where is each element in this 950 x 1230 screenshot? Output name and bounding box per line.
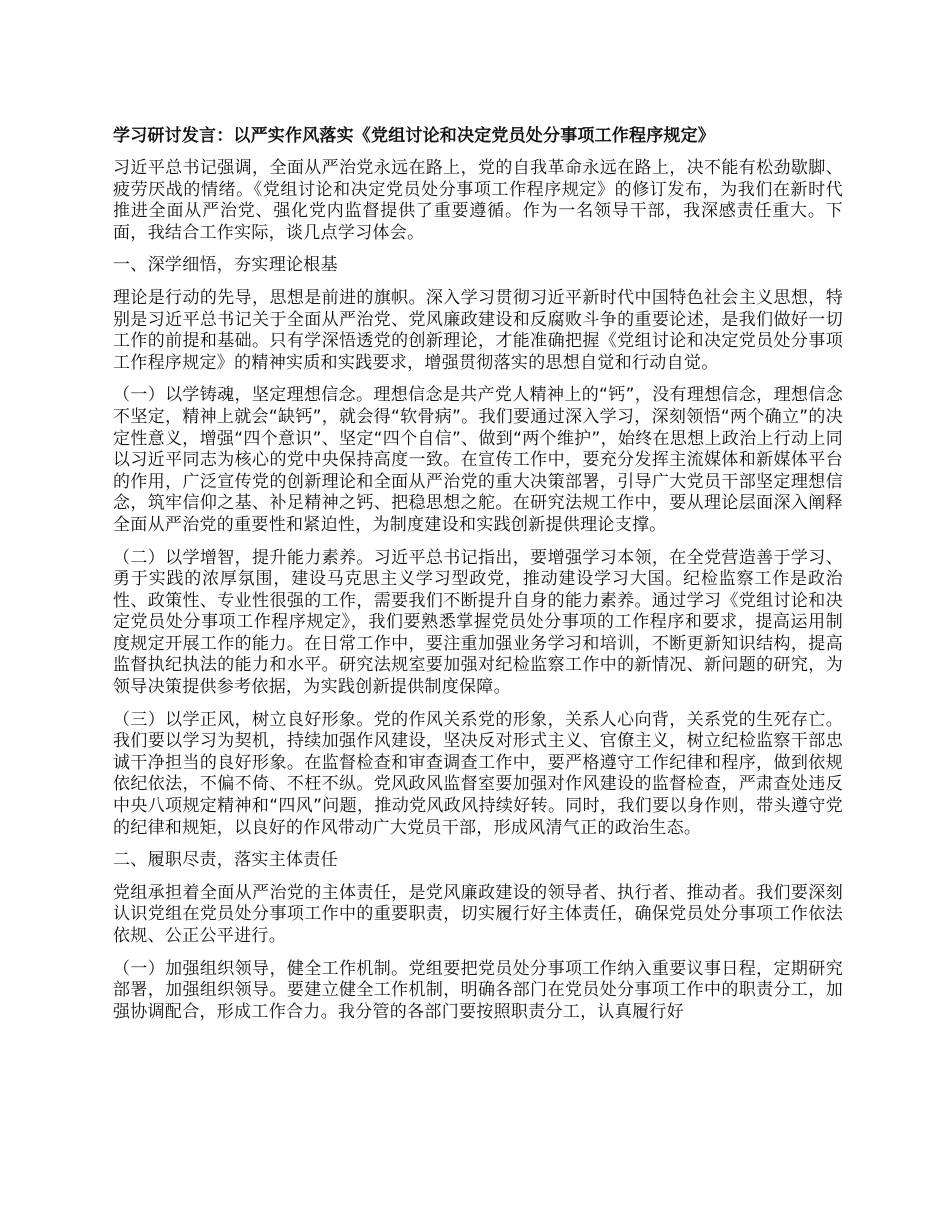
section-1-point-1-paragraph: （一）以学铸魂，坚定理想信念。理想信念是共产党人精神上的“钙”，没有理想信念，理想信念不坚定，精神上就会“缺钙”，就会得“软骨病”。我们要通过深入学习，深刻领悟“两个确立”的决定性意义，增强“四个意识”、坚定“四个自信”、做到“两个维护”，始终在思想上政治上行动上同以习近平同志为核心的党中央保持高度一致。在宣传工作中，要充分发挥主流媒体和新媒体平台的作用，广泛宣传党的创新理论和全面从严治党的重大决策部署，引导广大党员干部坚定理想信念，筑牢信仰之基、补足精神之钙、把稳思想之舵。在研究法规工作中，要从理论层面深入阐释全面从严治党的重要性和紧迫性，为制度建设和实践创新提供理论支撑。 xyxy=(113,385,843,535)
section-1-point-3-paragraph: （三）以学正风，树立良好形象。党的作风关系党的形象，关系人心向背，关系党的生死存亡。我们要以学习为契机，持续加强作风建设，坚决反对形式主义、官僚主义，树立纪检监察干部忠诚干净担当的良好形象。在监督检查和审查调查工作中，要严格遵守工作纪律和程序，做到依规依纪依法，不偏不倚、不枉不纵。党风政风监督室要加强对作风建设的监督检查，严肃查处违反中央八项规定精神和“四风”问题，推动党风政风持续好转。同时，我们要以身作则，带头遵守党的纪律和规矩，以良好的作风带动广大党员干部，形成风清气正的政治生态。 xyxy=(113,709,843,838)
section-1-point-2-paragraph: （二）以学增智，提升能力素养。习近平总书记指出，要增强学习本领，在全党营造善于学习、勇于实践的浓厚氛围，建设马克思主义学习型政党，推动建设学习大国。纪检监察工作是政治性、政策性、专业性很强的工作，需要我们不断提升自身的能力素养。通过学习《党组讨论和决定党员处分事项工作程序规定》，我们要熟悉掌握党员处分事项的工作程序和要求，提高运用制度规定开展工作的能力。在日常工作中，要注重加强业务学习和培训，不断更新知识结构，提高监督执纪执法的能力和水平。研究法规室要加强对纪检监察工作中的新情况、新问题的研究，为领导决策提供参考依据，为实践创新提供制度保障。 xyxy=(113,547,843,698)
section-heading-2: 二、履职尽责，落实主体责任 xyxy=(113,850,338,871)
document-title: 学习研讨发言：以严实作风落实《党组讨论和决定党员处分事项工作程序规定》 xyxy=(113,126,715,146)
section-heading-1: 一、深学细悟，夯实理论根基 xyxy=(113,255,338,276)
section-2-point-1-paragraph: （一）加强组织领导，健全工作机制。党组要把党员处分事项工作纳入重要议事日程，定期研究部署，加强组织领导。要建立健全工作机制，明确各部门在党员处分事项工作中的职责分工，加强协调配合，形成工作合力。我分管的各部门要按照职责分工，认真履行好 xyxy=(113,958,843,1022)
document-page xyxy=(113,124,843,1034)
section-1-intro-paragraph: 理论是行动的先导，思想是前进的旗帜。深入学习贯彻习近平新时代中国特色社会主义思想，特别是习近平总书记关于全面从严治党、党风廉政建设和反腐败斗争的重要论述，是我们做好一切工作的前提和基础。只有学深悟透党的创新理论，才能准确把握《党组讨论和决定党员处分事项工作程序规定》的精神实质和实践要求，增强贯彻落实的思想自觉和行动自觉。 xyxy=(113,287,843,373)
intro-paragraph: 习近平总书记强调，全面从严治党永远在路上，党的自我革命永远在路上，决不能有松劲歇脚、疲劳厌战的情绪。《党组讨论和决定党员处分事项工作程序规定》的修订发布，为我们在新时代推进全面从严治党、强化党内监督提供了重要遵循。作为一名领导干部，我深感责任重大。下面，我结合工作实际，谈几点学习体会。 xyxy=(113,158,843,243)
section-2-intro-paragraph: 党组承担着全面从严治党的主体责任，是党风廉政建设的领导者、执行者、推动者。我们要深刻认识党组在党员处分事项工作中的重要职责，切实履行好主体责任，确保党员处分事项工作依法依规、公正公平进行。 xyxy=(113,882,843,946)
